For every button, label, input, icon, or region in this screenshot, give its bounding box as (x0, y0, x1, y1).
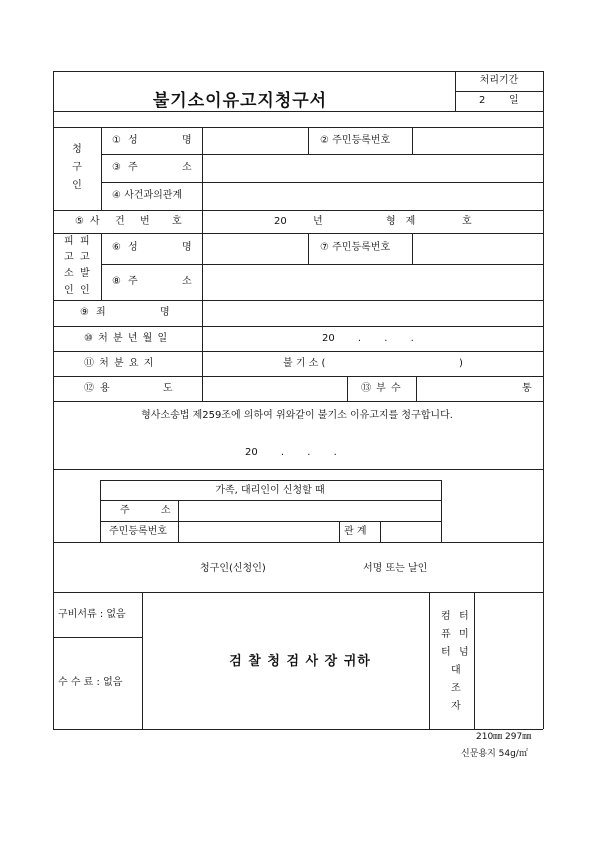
proxy-line (178, 500, 179, 542)
line (202, 210, 203, 233)
period-unit: 일 (509, 95, 519, 106)
border-top (53, 71, 543, 72)
claimant-address-a: 주 (128, 162, 138, 173)
suspect-label-c2-3: 발 (80, 268, 90, 279)
suspect-label-c1-4: 인 (64, 285, 74, 296)
vertical-c2-2: 미 (459, 629, 469, 640)
line (53, 376, 543, 377)
vertical-c1-1: 컴 (441, 611, 451, 622)
fee-label: 수 수 료 : 없음 (58, 677, 123, 688)
proxy-rrn-label: 주민등록번호 (109, 526, 167, 537)
line (308, 127, 309, 154)
claimant-group-label-2: 구 (72, 162, 82, 173)
suspect-label-c2-2: 고 (80, 252, 90, 263)
sign-or-seal-label: 서명 또는 날인 (363, 563, 428, 574)
proxy-left (100, 480, 101, 542)
case-label-num: ⑤ (75, 216, 84, 227)
case-label-2: 건 (115, 216, 125, 227)
suspect-label-c1-2: 고 (64, 252, 74, 263)
proxy-right (441, 480, 442, 542)
claimant-rrn-label: ② 주민등록번호 (320, 135, 391, 146)
copies-label: ⑬ 부 수 (361, 383, 402, 394)
disposition-gist-prefix: 불 기 소 ( (283, 358, 326, 369)
statement-text: 형사소송법 제259조에 의하여 위와같이 불기소 이유고지를 청구합니다. (141, 410, 453, 421)
crime-label-a: 죄 (96, 307, 106, 318)
period-label: 처리기간 (479, 75, 519, 86)
line (202, 300, 203, 401)
border-right (543, 71, 544, 729)
period-box-mid (455, 91, 543, 92)
line (412, 233, 413, 264)
proxy-address-label: 주 소 (120, 505, 171, 516)
line (412, 127, 413, 154)
line (53, 469, 543, 470)
suspect-name-b: 명 (182, 242, 192, 253)
period-value: 2 (479, 95, 486, 106)
line (202, 127, 203, 210)
claimant-name-a: 성 (128, 135, 138, 146)
line (308, 233, 309, 264)
required-docs-label: 구비서류 : 없음 (58, 609, 126, 620)
proxy-line (100, 521, 441, 522)
line (53, 542, 543, 543)
vertical-c2-3: 넘 (459, 647, 469, 658)
line (53, 351, 543, 352)
disposition-date-label: ⑩ 처 분 년 월 일 (84, 333, 169, 344)
case-year-unit: 년 (313, 216, 323, 227)
paper-size: 210㎜ 297㎜ (476, 732, 532, 742)
vertical-c1-3: 터 (441, 647, 451, 658)
header-bottom-line (53, 111, 543, 112)
case-no-unit: 호 (462, 216, 472, 227)
claimant-group-label-3: 인 (72, 180, 82, 191)
vertical-c1-5: 조 (451, 683, 461, 694)
line (53, 401, 543, 402)
form-title: 불기소이유고지청구서 (152, 91, 328, 111)
line (53, 233, 543, 234)
vertical-c1-6: 자 (451, 701, 461, 712)
line (347, 376, 348, 401)
usage-label-a: 용 (100, 383, 110, 394)
proxy-title: 가족, 대리인이 신청할 때 (215, 485, 325, 496)
border-bottom (53, 729, 543, 730)
line (53, 637, 142, 638)
vertical-c1-4: 대 (451, 665, 461, 676)
line (53, 592, 543, 593)
claimant-relation-label: ④ 사건과의관계 (112, 190, 183, 201)
suspect-rrn-label: ⑦ 주민등록번호 (320, 242, 391, 253)
suspect-address-a: 주 (128, 276, 138, 287)
line (101, 154, 543, 155)
case-year-prefix: 20 (274, 216, 287, 227)
border-left (53, 71, 54, 729)
vertical-c1-2: 퓨 (441, 629, 451, 640)
line (429, 592, 430, 729)
statement-date: 20 . . . (245, 447, 337, 458)
disposition-date-value: 20 . . . (322, 333, 414, 344)
crime-label-b: 명 (160, 307, 170, 318)
copies-unit: 통 (522, 383, 532, 394)
proxy-relation-label: 관 계 (344, 526, 367, 537)
case-label-3: 번 (140, 216, 150, 227)
case-type: 형제 (386, 216, 426, 227)
suspect-label-c2-1: 피 (80, 236, 90, 247)
claimant-name-b: 명 (182, 135, 192, 146)
line (101, 233, 102, 300)
claimant-address-num: ③ (112, 162, 121, 173)
line (202, 233, 203, 300)
line (101, 264, 543, 265)
case-label-4: 호 (172, 216, 182, 227)
line (53, 210, 543, 211)
suspect-name-a: 성 (128, 242, 138, 253)
claimant-address-b: 소 (182, 162, 192, 173)
case-label-1: 사 (90, 216, 100, 227)
paper-type: 신문용지 54g/㎡ (461, 749, 528, 759)
usage-label-b: 도 (163, 383, 173, 394)
claimant-group-label-1: 청 (72, 144, 82, 155)
header-gap-line (53, 127, 543, 128)
disposition-gist-label: ⑪ 처 분 요 지 (84, 358, 155, 369)
claimant-signature-label: 청구인(신청인) (200, 563, 266, 574)
suspect-address-num: ⑧ (112, 276, 121, 287)
vertical-c2-1: 터 (459, 611, 469, 622)
suspect-address-b: 소 (182, 276, 192, 287)
proxy-top (100, 480, 441, 481)
suspect-label-c1-1: 피 (64, 236, 74, 247)
proxy-line (100, 500, 441, 501)
line (101, 127, 102, 210)
line (142, 592, 143, 729)
line (101, 182, 543, 183)
suspect-label-c2-4: 인 (80, 285, 90, 296)
proxy-line (339, 521, 340, 542)
usage-label-num: ⑫ (84, 383, 94, 394)
line (474, 592, 475, 729)
line (53, 326, 543, 327)
disposition-gist-suffix: ) (459, 358, 463, 369)
suspect-name-num: ⑥ (112, 242, 121, 253)
crime-label-num: ⑨ (80, 307, 89, 318)
line (416, 376, 417, 401)
suspect-label-c1-3: 소 (64, 268, 74, 279)
claimant-name-num: ① (112, 135, 121, 146)
line (53, 300, 543, 301)
addressee: 검 찰 청 검 사 장 귀하 (229, 654, 371, 669)
proxy-line (380, 521, 381, 542)
